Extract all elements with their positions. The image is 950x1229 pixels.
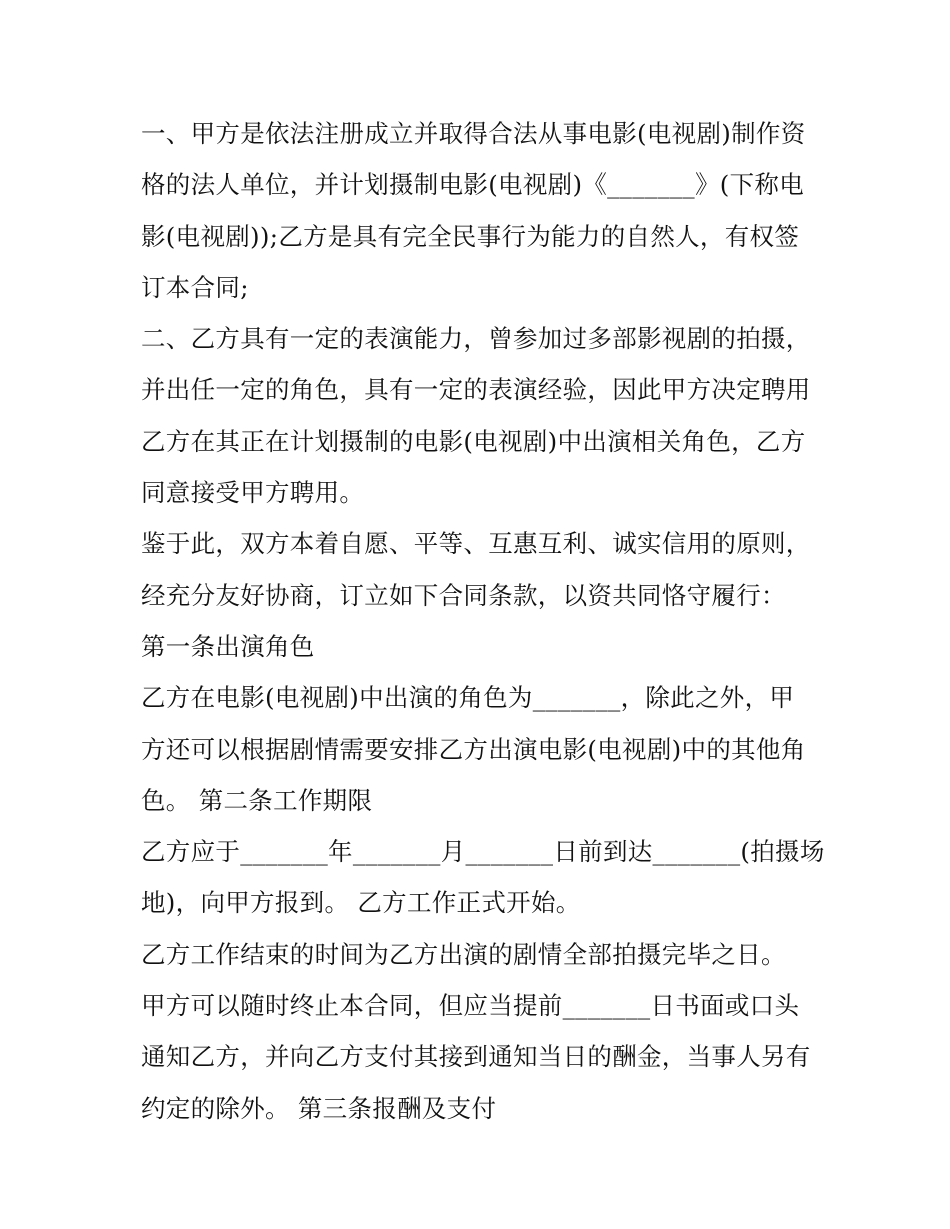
text-line: 甲方可以随时终止本合同，但应当提前_______日书面或口头 <box>141 991 800 1021</box>
text-line: 色。 第二条工作期限 <box>141 785 373 815</box>
text-line: 乙方在电影(电视剧)中出演的角色为_______，除此之外，甲 <box>141 683 795 713</box>
section-heading-1: 第一条出演角色 <box>141 631 315 661</box>
text-line: 格的法人单位，并计划摄制电影(电视剧)《_______》(下称电 <box>141 170 805 200</box>
text-line: 一、甲方是依法注册成立并取得合法从事电影(电视剧)制作资 <box>141 119 806 148</box>
text-line: 并出任一定的角色，具有一定的表演经验，因此甲方决定聘用 <box>141 375 811 405</box>
text-line: 方还可以根据剧情需要安排乙方出演电影(电视剧)中的其他角 <box>141 734 806 764</box>
text-line: 鉴于此，双方本着自愿、平等、互惠互利、诚实信用的原则， <box>141 529 811 559</box>
text-line: 乙方应于_______年_______月_______日前到达_______(拍摄场 <box>141 837 825 867</box>
text-line: 约定的除外。 第三条报酬及支付 <box>141 1093 497 1123</box>
contract-body <box>141 108 825 1134</box>
text-line: 地)，向甲方报到。 乙方工作正式开始。 <box>141 888 581 918</box>
text-line: 同意接受甲方聘用。 <box>141 478 365 508</box>
text-line: 经充分友好协商，订立如下合同条款，以资共同恪守履行： <box>141 580 786 610</box>
text-line: 乙方在其正在计划摄制的电影(电视剧)中出演相关角色，乙方 <box>141 426 806 456</box>
text-line: 二、乙方具有一定的表演能力，曾参加过多部影视剧的拍摄， <box>141 324 811 354</box>
text-line: 影(电视剧));乙方是具有完全民事行为能力的自然人，有权签 <box>141 221 800 251</box>
text-line: 乙方工作结束的时间为乙方出演的剧情全部拍摄完毕之日。 <box>141 939 786 969</box>
text-line: 订本合同; <box>141 272 249 302</box>
text-line: 通知乙方，并向乙方支付其接到通知当日的酬金，当事人另有 <box>141 1042 811 1072</box>
